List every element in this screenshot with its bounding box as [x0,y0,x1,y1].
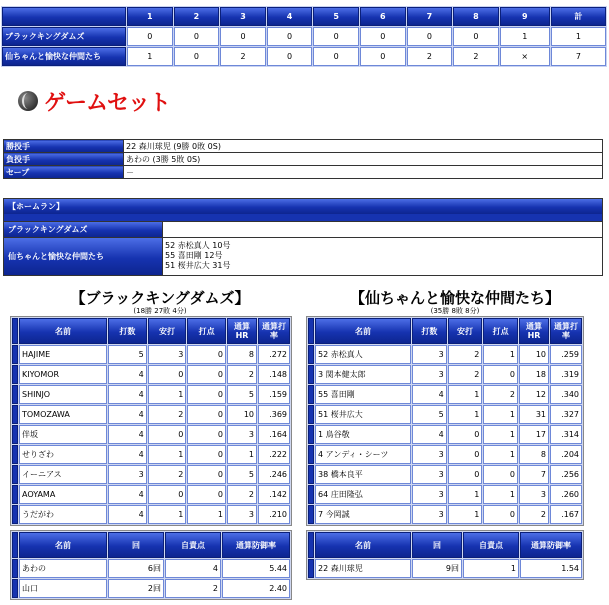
col-name-header: 名前 [315,318,411,344]
scoreboard-corner [2,7,126,26]
stat-cell: 12 [519,385,549,404]
team2-heading: 【仙ちゃんと愉快な仲間たち】 [349,289,560,307]
player-name-cell: 1 鳥谷敬 [315,425,411,444]
row-marker [308,505,314,524]
col-career-avg-header: 通算打率 [258,318,290,344]
homerun-panel [3,198,603,276]
player-name-cell: 38 橋本良平 [315,465,411,484]
stat-cell: 10 [227,405,257,424]
col-atbats-header: 打数 [108,318,147,344]
inning-4-header: 4 [267,7,313,26]
player-name-cell: 4 アンディ・シーツ [315,445,411,464]
player-name-cell: SHINJO [19,385,107,404]
homerun-player: 51 桜井広大 31号 [165,261,231,270]
stat-cell: .260 [550,485,582,504]
stat-cell: 2 [448,365,483,384]
col-career-hr-header: 通算HR [519,318,549,344]
homerun-player: 52 赤松真人 10号 [165,241,231,250]
stat-cell: 2 [227,485,257,504]
col-earned-runs-header: 自責点 [463,532,519,558]
team1-pitching-table [10,530,292,600]
score-cell: 2 [407,47,453,66]
row-marker [308,405,314,424]
inning-9-header: 9 [500,7,550,26]
inning-2-header: 2 [174,7,220,26]
row-marker [308,345,314,364]
row-marker [308,559,314,578]
stat-cell: 5 [108,345,147,364]
batter-row [12,445,290,464]
stat-cell: 4 [412,425,447,444]
stat-cell: 5 [412,405,447,424]
score-cell: 0 [360,27,406,46]
col-name-header: 名前 [19,532,107,558]
row-marker [308,485,314,504]
losing-pitcher-row [4,153,603,166]
score-cell: 1 [500,27,550,46]
player-name-cell: 55 喜田剛 [315,385,411,404]
stat-cell: 3 [148,345,187,364]
team2-batting-table [306,316,584,526]
stat-cell: 4 [108,405,147,424]
team2-name: 仙ちゃんと愉快な仲間たち [2,47,126,66]
stat-cell: 0 [187,405,226,424]
row-marker [308,425,314,444]
player-name-cell: 64 庄田隆弘 [315,485,411,504]
stat-cell: 6回 [108,559,164,578]
stat-cell: 0 [187,365,226,384]
stat-cell: 2 [448,345,483,364]
baseball-icon [18,91,38,111]
col-career-hr-header: 通算HR [227,318,257,344]
stat-cell: 3 [412,505,447,524]
row-marker [12,318,18,344]
batter-row [308,445,582,464]
stat-cell: 9回 [412,559,462,578]
row-marker [12,532,18,558]
col-hits-header: 安打 [448,318,483,344]
pitching-header-row [308,532,582,558]
col-name-header: 名前 [19,318,107,344]
homerun-row-team1 [4,221,602,237]
winning-pitcher-value: 22 森川球児 (9勝 0敗 0S) [124,140,603,153]
stat-cell: 4 [108,505,147,524]
stat-cell: 4 [165,559,221,578]
scoreboard-row-team1 [2,27,606,46]
stat-cell: 1 [448,485,483,504]
stat-cell: .142 [258,485,290,504]
stat-cell: 1 [148,505,187,524]
save-row [4,166,603,179]
row-marker [12,505,18,524]
stat-cell: 1 [187,505,226,524]
stat-cell: 8 [227,345,257,364]
batting-header-row [308,318,582,344]
col-name-header: 名前 [315,532,411,558]
stat-cell: 2 [483,385,518,404]
col-earned-runs-header: 自責点 [165,532,221,558]
stat-cell: 1 [227,445,257,464]
col-hits-header: 安打 [148,318,187,344]
batter-row [308,405,582,424]
stat-cell: .204 [550,445,582,464]
team1-heading: 【ブラックキングダムズ】 [70,289,250,307]
row-marker [12,405,18,424]
score-cell: 0 [127,27,173,46]
batter-row [12,385,290,404]
batter-row [12,485,290,504]
stat-cell: 0 [187,485,226,504]
row-marker [308,532,314,558]
save-label: セーブ [4,166,124,179]
stat-cell: 0 [187,445,226,464]
stat-cell: .222 [258,445,290,464]
col-rbi-header: 打点 [483,318,518,344]
stat-cell: 4 [108,365,147,384]
stat-cell: 1 [448,385,483,404]
row-marker [12,559,18,578]
stat-cell: 2回 [108,579,164,598]
stat-cell: .319 [550,365,582,384]
pitching-header-row [12,532,290,558]
row-marker [308,445,314,464]
stat-cell: 0 [187,425,226,444]
score-cell: 0 [267,27,313,46]
player-name-cell: あわの [19,559,107,578]
stat-cell: 0 [483,365,518,384]
team1-record: (18勝 27敗 4分) [133,307,187,315]
batter-row [12,425,290,444]
save-value: － [124,166,603,179]
stat-cell: 1 [483,445,518,464]
stat-cell: .314 [550,425,582,444]
winning-pitcher-row [4,140,603,153]
scoreboard-header-row [2,7,606,26]
row-marker [12,345,18,364]
col-career-era-header: 通算防御率 [222,532,290,558]
row-marker [12,445,18,464]
stat-cell: .159 [258,385,290,404]
stat-cell: 3 [227,425,257,444]
row-marker [12,365,18,384]
score-cell: 1 [127,47,173,66]
stat-cell: .210 [258,505,290,524]
batter-row [308,385,582,404]
stat-cell: 3 [227,505,257,524]
score-cell: 0 [174,27,220,46]
row-marker [308,318,314,344]
col-rbi-header: 打点 [187,318,226,344]
stat-cell: 1 [483,485,518,504]
total-cell: 1 [551,27,606,46]
col-atbats-header: 打数 [412,318,447,344]
stat-cell: 4 [108,445,147,464]
stat-cell: 3 [108,465,147,484]
stat-cell: 0 [448,465,483,484]
homerun-title: 【ホームラン】 [4,199,602,214]
homerun-divider [4,214,602,221]
stat-cell: .164 [258,425,290,444]
player-name-cell: 3 関本健太郎 [315,365,411,384]
score-cell: 0 [174,47,220,66]
homerun-player: 55 喜田剛 12号 [165,251,223,260]
player-name-cell: 51 桜井広大 [315,405,411,424]
score-cell: 0 [267,47,313,66]
stat-cell: .167 [550,505,582,524]
homerun-team2-name: 仙ちゃんと愉快な仲間たち [4,238,162,275]
stat-cell: 0 [187,465,226,484]
score-cell: × [500,47,550,66]
row-marker [308,465,314,484]
stat-cell: 4 [412,385,447,404]
stat-cell: 1 [483,345,518,364]
scoreboard-row-team2 [2,47,606,66]
team2-pitching-table [306,530,584,580]
winning-pitcher-label: 勝投手 [4,140,124,153]
stat-cell: .327 [550,405,582,424]
batter-row [308,425,582,444]
stat-cell: 5.44 [222,559,290,578]
homerun-team1-name: ブラックキングダムズ [4,222,162,237]
batter-row [12,465,290,484]
stat-cell: 4 [108,425,147,444]
inning-7-header: 7 [407,7,453,26]
stat-cell: 2.40 [222,579,290,598]
stat-cell: 0 [187,345,226,364]
stat-cell: .369 [258,405,290,424]
homerun-team1-players [162,222,602,237]
stat-cell: 0 [483,505,518,524]
inning-8-header: 8 [453,7,499,26]
player-name-cell: 伴坂 [19,425,107,444]
player-name-cell: うだがわ [19,505,107,524]
homerun-row-team2 [4,237,602,275]
col-innings-header: 回 [108,532,164,558]
batter-row [308,505,582,524]
batter-row [308,365,582,384]
col-career-era-header: 通算防御率 [520,532,582,558]
stat-cell: 7 [519,465,549,484]
stat-cell: 3 [412,445,447,464]
batter-row [308,345,582,364]
score-cell: 0 [360,47,406,66]
inning-3-header: 3 [220,7,266,26]
player-name-cell: イーニアス [19,465,107,484]
team1-batting-table [10,316,292,526]
player-name-cell: TOMOZAWA [19,405,107,424]
stat-cell: 4 [108,385,147,404]
game-set-banner [18,88,170,114]
stat-cell: .148 [258,365,290,384]
stat-cell: 3 [412,345,447,364]
stat-cell: 2 [148,465,187,484]
pitcher-results-table [3,139,603,179]
pitcher-row [12,579,290,598]
stat-cell: 18 [519,365,549,384]
stat-cell: 2 [227,365,257,384]
stat-cell: 17 [519,425,549,444]
stat-cell: 1.54 [520,559,582,578]
player-name-cell: HAJIME [19,345,107,364]
stat-cell: 5 [227,385,257,404]
row-marker [12,465,18,484]
total-cell: 7 [551,47,606,66]
row-marker [12,579,18,598]
stat-cell: 3 [412,485,447,504]
stat-cell: 1 [448,505,483,524]
total-header: 計 [551,7,606,26]
score-cell: 0 [313,47,359,66]
stat-cell: 1 [148,385,187,404]
col-career-avg-header: 通算打率 [550,318,582,344]
row-marker [308,385,314,404]
stat-cell: 0 [448,425,483,444]
player-name-cell: 7 今岡誠 [315,505,411,524]
batter-row [308,465,582,484]
stat-cell: 31 [519,405,549,424]
row-marker [12,385,18,404]
score-cell: 0 [313,27,359,46]
stat-cell: .259 [550,345,582,364]
row-marker [12,425,18,444]
losing-pitcher-value: あわの (3勝 5敗 0S) [124,153,603,166]
stat-cell: 0 [148,485,187,504]
stat-cell: 10 [519,345,549,364]
score-cell: 2 [453,47,499,66]
player-name-cell: せりざわ [19,445,107,464]
batter-row [308,485,582,504]
homerun-team2-players [162,238,602,275]
score-cell: 0 [407,27,453,46]
team2-record: (35勝 8敗 8分) [430,307,480,315]
player-name-cell: 22 森川球児 [315,559,411,578]
stat-cell: 2 [519,505,549,524]
stat-cell: 8 [519,445,549,464]
stat-cell: 4 [108,485,147,504]
inning-5-header: 5 [313,7,359,26]
scoreboard-table [1,6,607,67]
stat-cell: 1 [448,405,483,424]
stat-cell: 3 [412,365,447,384]
batter-row [12,345,290,364]
stat-cell: 3 [412,465,447,484]
pitcher-row [308,559,582,578]
score-cell: 0 [453,27,499,46]
stat-cell: 0 [148,365,187,384]
col-innings-header: 回 [412,532,462,558]
batter-row [12,405,290,424]
score-cell: 0 [220,27,266,46]
stat-cell: .272 [258,345,290,364]
losing-pitcher-label: 負投手 [4,153,124,166]
row-marker [308,365,314,384]
stat-cell: 0 [187,385,226,404]
stat-cell: 0 [483,465,518,484]
player-name-cell: KIYOMOR [19,365,107,384]
row-marker [12,485,18,504]
stat-cell: .256 [550,465,582,484]
team1-name: ブラックキングダムズ [2,27,126,46]
score-cell: 2 [220,47,266,66]
stat-cell: 5 [227,465,257,484]
stat-cell: .340 [550,385,582,404]
stat-cell: 2 [148,405,187,424]
stat-cell: 1 [483,405,518,424]
stat-cell: 1 [148,445,187,464]
inning-6-header: 6 [360,7,406,26]
stat-cell: 0 [148,425,187,444]
stat-cell: 3 [519,485,549,504]
batting-header-row [12,318,290,344]
stat-cell: .246 [258,465,290,484]
batter-row [12,505,290,524]
batter-row [12,365,290,384]
player-name-cell: 52 赤松真人 [315,345,411,364]
pitcher-row [12,559,290,578]
player-name-cell: 山口 [19,579,107,598]
game-set-text: ゲームセット [44,90,171,116]
stat-cell: 1 [483,425,518,444]
inning-1-header: 1 [127,7,173,26]
player-name-cell: AOYAMA [19,485,107,504]
stat-cell: 1 [463,559,519,578]
stat-cell: 2 [165,579,221,598]
stat-cell: 0 [448,445,483,464]
